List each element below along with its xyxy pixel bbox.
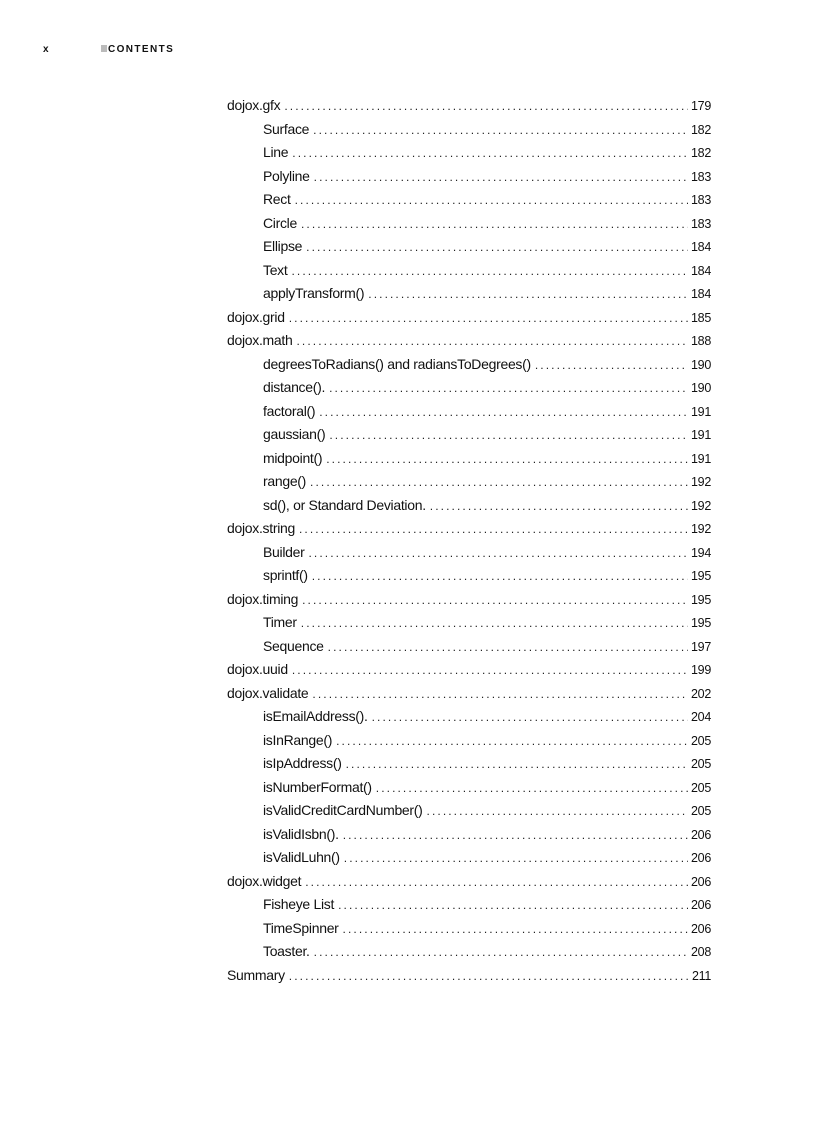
dot-leader (328, 640, 688, 654)
toc-entry-page: 183 (691, 216, 711, 231)
toc-subsection-entry[interactable] (227, 473, 711, 497)
toc-entry-title: dojox.math (227, 332, 293, 348)
toc-entry-title: dojox.widget (227, 872, 302, 889)
toc-entry-title: midpoint() (263, 449, 323, 466)
toc-entry-page: 195 (691, 592, 711, 607)
toc-subsection-entry[interactable] (227, 450, 711, 474)
dot-leader (299, 522, 688, 536)
toc-entry-page: 192 (691, 498, 711, 513)
toc-entry-title: applyTransform() (263, 285, 365, 301)
dot-leader (302, 593, 688, 607)
toc-entry-title: factoral() (263, 402, 316, 419)
toc-entry-title: gaussian() (263, 426, 326, 442)
dot-leader (301, 217, 688, 231)
toc-entry-title: Polyline (263, 167, 310, 184)
toc-entry-page: 205 (691, 780, 711, 795)
toc-subsection-entry[interactable] (227, 802, 711, 826)
dot-leader (296, 334, 688, 348)
toc-subsection-entry[interactable] (227, 379, 711, 403)
toc-subsection-entry[interactable] (227, 943, 711, 967)
toc-entry-title: isValidLuhn() (263, 849, 340, 865)
toc-entry-title: isEmailAddress(). (263, 708, 368, 724)
toc-section-entry[interactable] (227, 332, 711, 356)
toc-subsection-entry[interactable] (227, 285, 711, 309)
dot-leader (284, 99, 688, 113)
toc-entry-page: 182 (691, 146, 711, 160)
toc-entry-title: isValidIsbn(). (263, 825, 339, 842)
toc-subsection-entry[interactable] (227, 238, 711, 262)
toc-entry-title: TimeSpinner (263, 919, 339, 936)
section-title: CONTENTS (108, 44, 175, 55)
dot-leader (326, 452, 688, 466)
dot-leader (289, 311, 688, 325)
toc-entry-page: 188 (691, 334, 711, 348)
toc-subsection-entry[interactable] (227, 638, 711, 662)
toc-entry-title: Line (263, 144, 289, 160)
dot-leader (312, 569, 688, 583)
toc-entry-title: Rect (263, 191, 291, 207)
dot-leader (313, 123, 688, 137)
toc-section-entry[interactable] (227, 309, 711, 333)
toc-subsection-entry[interactable] (227, 403, 711, 427)
dot-leader (291, 264, 688, 278)
dot-leader (535, 358, 688, 372)
dot-leader (306, 240, 688, 254)
toc-entry-title: isValidCreditCardNumber() (263, 802, 423, 818)
dot-leader (329, 428, 688, 442)
dot-leader (301, 616, 688, 630)
toc-entry-page: 183 (691, 169, 711, 184)
dot-leader (319, 405, 688, 419)
dot-leader (430, 499, 688, 513)
toc-entry-page: 185 (691, 310, 711, 325)
toc-subsection-entry[interactable] (227, 356, 711, 380)
dot-leader (292, 663, 688, 677)
toc-entry-page: 191 (691, 404, 711, 419)
dot-leader (292, 146, 688, 160)
toc-entry-page: 184 (691, 240, 711, 254)
toc-subsection-entry[interactable] (227, 191, 711, 215)
toc-subsection-entry[interactable] (227, 121, 711, 145)
toc-entry-title: isNumberFormat() (263, 778, 372, 795)
toc-entry-page: 205 (691, 733, 711, 748)
dot-leader (427, 804, 689, 818)
toc-entry-page: 191 (691, 451, 711, 466)
toc-entry-page: 206 (691, 898, 711, 912)
toc-subsection-entry[interactable] (227, 215, 711, 239)
toc-entry-page: 202 (691, 686, 711, 701)
toc-entry-page: 195 (691, 616, 711, 630)
dot-leader (372, 710, 688, 724)
toc-subsection-entry[interactable] (227, 614, 711, 638)
toc-entry-title: dojox.timing (227, 590, 299, 607)
toc-entry-title: Builder (263, 543, 305, 560)
toc-entry-page: 192 (691, 522, 711, 536)
toc-entry-title: isInRange() (263, 731, 333, 748)
toc-entry-title: Toaster. (263, 943, 310, 959)
toc-entry-title: dojox.grid (227, 308, 285, 325)
toc-entry-page: 205 (691, 757, 711, 771)
toc-entry-page: 182 (691, 122, 711, 137)
table-of-contents (227, 97, 711, 990)
toc-entry-page: 197 (691, 639, 711, 654)
dot-leader (336, 734, 688, 748)
toc-entry-page: 206 (691, 851, 711, 865)
toc-entry-title: distance(). (263, 379, 326, 395)
toc-subsection-entry[interactable] (227, 544, 711, 568)
dot-leader (346, 757, 688, 771)
toc-subsection-entry[interactable] (227, 168, 711, 192)
toc-entry-title: sprintf() (263, 567, 308, 583)
dot-leader (314, 945, 688, 959)
toc-entry-title: Ellipse (263, 238, 303, 254)
toc-entry-title: sd(), or Standard Deviation. (263, 496, 426, 513)
toc-entry-page: 190 (691, 357, 711, 372)
dot-leader (376, 781, 688, 795)
toc-entry-title: Fisheye List (263, 896, 335, 912)
toc-entry-page: 192 (691, 475, 711, 489)
toc-entry-page: 195 (691, 569, 711, 583)
toc-subsection-entry[interactable] (227, 755, 711, 779)
dot-leader (295, 193, 688, 207)
toc-entry-page: 179 (691, 99, 711, 113)
dot-leader (343, 922, 688, 936)
toc-entry-title: Text (263, 261, 288, 278)
toc-entry-title: dojox.validate (227, 684, 309, 701)
toc-subsection-entry[interactable] (227, 262, 711, 286)
toc-entry-page: 206 (691, 874, 711, 889)
toc-entry-title: Surface (263, 120, 310, 137)
toc-section-entry[interactable] (227, 685, 711, 709)
toc-section-entry[interactable] (227, 97, 711, 121)
toc-entry-page: 183 (691, 193, 711, 207)
dot-leader (312, 687, 688, 701)
toc-entry-page: 211 (691, 968, 711, 983)
toc-entry-title: Circle (263, 214, 297, 231)
toc-subsection-entry[interactable] (227, 896, 711, 920)
toc-entry-page: 194 (691, 545, 711, 560)
dot-leader (308, 546, 688, 560)
toc-entry-page: 204 (691, 710, 711, 724)
toc-section-entry[interactable] (227, 591, 711, 615)
toc-section-entry[interactable] (227, 873, 711, 897)
toc-entry-page: 184 (691, 287, 711, 301)
toc-subsection-entry[interactable] (227, 920, 711, 944)
dot-leader (305, 875, 688, 889)
toc-subsection-entry[interactable] (227, 567, 711, 591)
toc-subsection-entry[interactable] (227, 779, 711, 803)
toc-section-entry[interactable] (227, 967, 711, 991)
dot-leader (289, 969, 689, 983)
page-number: x (43, 44, 50, 55)
toc-section-entry[interactable] (227, 661, 711, 685)
dot-leader (368, 287, 688, 301)
toc-entry-page: 191 (691, 428, 711, 442)
toc-entry-page: 184 (691, 263, 711, 278)
dot-leader (343, 828, 688, 842)
toc-entry-page: 199 (691, 663, 711, 677)
toc-subsection-entry[interactable] (227, 708, 711, 732)
toc-subsection-entry[interactable] (227, 826, 711, 850)
toc-entry-title: isIpAddress() (263, 755, 342, 771)
toc-entry-title: dojox.gfx (227, 97, 281, 113)
toc-subsection-entry[interactable] (227, 426, 711, 450)
toc-entry-title: range() (263, 473, 307, 489)
toc-entry-page: 190 (691, 381, 711, 395)
toc-entry-title: dojox.uuid (227, 661, 288, 677)
toc-entry-title: Timer (263, 614, 297, 630)
toc-entry-page: 208 (691, 945, 711, 959)
running-head (43, 44, 174, 55)
toc-subsection-entry[interactable] (227, 732, 711, 756)
toc-subsection-entry[interactable] (227, 849, 711, 873)
dot-leader (338, 898, 688, 912)
toc-entry-title: Summary (227, 966, 285, 983)
dot-leader (329, 381, 688, 395)
toc-entry-title: degreesToRadians() and radiansToDegrees() (263, 355, 531, 372)
toc-entry-title: Sequence (263, 637, 324, 654)
toc-entry-title: dojox.string (227, 520, 295, 536)
toc-entry-page: 206 (691, 827, 711, 842)
toc-section-entry[interactable] (227, 520, 711, 544)
section-marker-icon (101, 45, 107, 52)
toc-entry-page: 205 (691, 804, 711, 818)
toc-subsection-entry[interactable] (227, 144, 711, 168)
toc-entry-page: 206 (691, 921, 711, 936)
dot-leader (314, 170, 688, 184)
dot-leader (344, 851, 688, 865)
toc-subsection-entry[interactable] (227, 497, 711, 521)
dot-leader (310, 475, 688, 489)
